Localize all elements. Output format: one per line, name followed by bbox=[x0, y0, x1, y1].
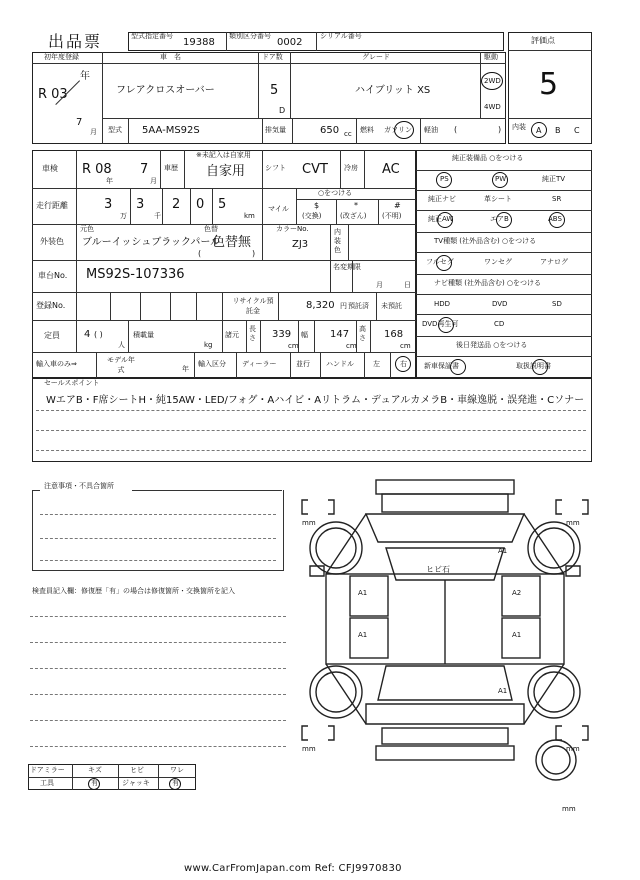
chassis-value: MS92S-107336 bbox=[86, 267, 185, 282]
dimensions-label: 諸元 bbox=[225, 331, 239, 339]
equip-tv: 純正TV bbox=[542, 175, 566, 183]
sales-point-label: セールスポイント bbox=[44, 379, 100, 387]
drive-2wd-circle bbox=[481, 72, 503, 90]
equip-aw-circle bbox=[437, 212, 453, 228]
legend-tools: 工具 bbox=[40, 779, 54, 787]
drive-label: 駆動 bbox=[484, 53, 498, 61]
inspection-label: 車検 bbox=[42, 164, 58, 173]
capacity-unit: 人 bbox=[118, 341, 125, 349]
equip-abs-circle bbox=[549, 212, 565, 228]
dealer-label: ディーラー bbox=[242, 360, 277, 368]
tire-mm-rear-right: mm bbox=[566, 745, 580, 753]
fuel-label: 燃料 bbox=[360, 126, 374, 134]
tire-mm-front-right: mm bbox=[566, 519, 580, 527]
model-year-label: モデル年式 bbox=[107, 356, 135, 374]
usage-value: 自家用 bbox=[206, 164, 246, 179]
later-manual: 取扱説明書 bbox=[516, 362, 551, 370]
navi-title: ナビ種類 (社外品含む) ○をつける bbox=[434, 279, 542, 287]
windshield-mark: ヒビ石 bbox=[426, 565, 450, 574]
usage-note: ※未記入は自家用 bbox=[196, 151, 251, 159]
handle-left: 左 bbox=[373, 360, 380, 368]
model-designation-label: 型式指定番号 bbox=[131, 32, 173, 40]
legend-jack-value: 有 bbox=[172, 779, 179, 787]
navi-cd: CD bbox=[494, 320, 505, 328]
fuel-light-oil: 軽油 bbox=[424, 126, 438, 134]
shift-value: CVT bbox=[302, 162, 328, 177]
interior-a-circle bbox=[531, 122, 547, 138]
sales-point-text: WエアB・F席シートH・純15AW・LED/フォグ・Aハイビ・Aリトラム・デュアルカメラB・車線逸脱・誤発進・Cソナー bbox=[46, 395, 585, 406]
equip-airbag-circle bbox=[496, 212, 512, 228]
handle-right: 右 bbox=[400, 360, 407, 368]
mileage-man: 3 bbox=[104, 197, 113, 212]
equipment-title: 純正装備品 ○をつける bbox=[452, 154, 524, 162]
damage-mark-rear-right: A1 bbox=[498, 687, 508, 695]
color-no-label: カラーNo. bbox=[276, 225, 309, 233]
tire-mm-rear-left: mm bbox=[302, 745, 316, 753]
type-value: 5AA-MS92S bbox=[142, 125, 200, 136]
drive-4wd: 4WD bbox=[484, 103, 501, 111]
height-unit: cm bbox=[400, 342, 411, 350]
mileage-unit: km bbox=[244, 212, 255, 220]
legend-jack-circle bbox=[169, 778, 181, 790]
handle-label: ハンドル bbox=[326, 360, 354, 368]
color-no-value: ZJ3 bbox=[292, 239, 309, 250]
navi-sd: SD bbox=[552, 300, 562, 308]
tv-oneseg: ワンセグ bbox=[484, 258, 512, 266]
width-unit: cm bbox=[346, 342, 357, 350]
height-label: 高さ bbox=[359, 325, 366, 342]
interior-color-label: 内装色 bbox=[334, 228, 341, 254]
ac-label: 冷房 bbox=[344, 164, 358, 172]
drive-2wd: 2WD bbox=[484, 77, 501, 85]
chassis-label: 車台No. bbox=[38, 271, 68, 280]
equip-aw: 純正AW bbox=[428, 215, 454, 223]
repaint-paren-close: ) bbox=[252, 249, 256, 258]
navi-dvd-play: DVD再生可 bbox=[422, 320, 459, 328]
mileage-digit-3: 5 bbox=[218, 197, 227, 212]
doors-label: ドア数 bbox=[262, 53, 283, 61]
fuel-gasoline-circle bbox=[394, 121, 414, 139]
damage-mark-left-rear-door: A1 bbox=[358, 631, 368, 639]
fuel-other-close: ) bbox=[498, 125, 502, 134]
model-designation-value: 19388 bbox=[183, 37, 215, 48]
class-number-value: 0002 bbox=[277, 37, 303, 48]
tamper-label: (改ざん) bbox=[340, 212, 367, 220]
class-number-label: 類別区分番号 bbox=[229, 32, 271, 40]
length-value: 339 bbox=[272, 329, 292, 340]
recycle-deposited: 預託済 bbox=[348, 302, 369, 310]
recycle-value: 8,320 bbox=[306, 300, 335, 311]
mileage-man-unit: 万 bbox=[120, 212, 127, 220]
rating-value: 5 bbox=[539, 67, 559, 102]
damage-mark-right-rear-door: A1 bbox=[512, 631, 522, 639]
first-reg-year-unit: 年 bbox=[80, 71, 90, 82]
inspector-label: 検査員記入欄：修復歴「有」の場合は修復箇所・交換箇所を記入 bbox=[32, 587, 235, 595]
first-reg-month: 7 bbox=[76, 117, 83, 128]
mileage-label: 走行距離 bbox=[36, 201, 68, 210]
capacity-paren: ( ) bbox=[94, 330, 103, 339]
name-change-label: 名変期限 bbox=[333, 263, 361, 271]
exchange-label: (交換) bbox=[302, 212, 322, 220]
first-reg-label: 初年度登録 bbox=[44, 53, 79, 61]
height-value: 168 bbox=[384, 329, 404, 340]
equip-pw: PW bbox=[495, 175, 507, 183]
doors-value: 5 bbox=[270, 83, 279, 98]
load-label: 積載量 bbox=[133, 331, 154, 339]
equip-ps-circle bbox=[436, 172, 452, 188]
legend-jack: ジャッキ bbox=[122, 779, 150, 787]
later-warranty: 新車保証書 bbox=[424, 362, 459, 370]
tire-mm-front-left: mm bbox=[302, 519, 316, 527]
name-change-month: 月 bbox=[376, 281, 383, 289]
color-value: ブルーイッシュブラックパール bbox=[82, 237, 221, 248]
damage-mark-right-front-door: A2 bbox=[512, 589, 522, 597]
parallel-label: 並行 bbox=[296, 360, 310, 368]
original-color-label: 元色 bbox=[80, 225, 94, 233]
type-label: 型式 bbox=[108, 126, 122, 134]
mileage-sen-unit: 千 bbox=[154, 212, 161, 220]
fuel-gasoline: ガソリン bbox=[384, 126, 412, 134]
legend-door-mirror: ドアミラー bbox=[30, 766, 65, 774]
repaint-paren-open: ( bbox=[198, 249, 202, 258]
model-year-unit: 年 bbox=[182, 365, 189, 373]
later-title: 後日発送品 ○をつける bbox=[456, 341, 528, 349]
damage-mark-front-right: A1 bbox=[498, 547, 508, 555]
displacement-value: 650 bbox=[320, 125, 340, 136]
door-type: D bbox=[279, 106, 286, 115]
inspection-month-unit: 月 bbox=[150, 177, 157, 185]
damage-mark-left-front-door: A1 bbox=[358, 589, 368, 597]
tamper-symbol: * bbox=[354, 201, 358, 210]
interior-c: C bbox=[574, 126, 580, 135]
tire-mm-spare: mm bbox=[562, 805, 576, 813]
legend-break: ワレ bbox=[170, 766, 184, 774]
interior-a: A bbox=[536, 126, 542, 135]
load-unit: kg bbox=[204, 341, 213, 349]
reg-no-label: 登録No. bbox=[36, 301, 66, 310]
footer-watermark: www.CarFromJapan.com Ref: CFJ9970830 bbox=[184, 863, 402, 874]
inspection-value: R 08 bbox=[82, 162, 112, 177]
serial-number-label: シリアル番号 bbox=[320, 32, 362, 40]
recycle-not: 未預託 bbox=[381, 302, 402, 310]
shift-label: シフト bbox=[265, 164, 286, 172]
navi-dvd-play-circle bbox=[438, 317, 454, 333]
rating-label: 評価点 bbox=[531, 36, 555, 45]
grade-label: グレード bbox=[362, 53, 390, 61]
recycle-unit: 円 bbox=[340, 302, 347, 310]
odometer-circle-note: ○をつける bbox=[318, 189, 353, 197]
usage-label: 車歴 bbox=[164, 164, 178, 172]
tv-fullseg: フルセグ bbox=[426, 258, 454, 266]
sheet-title: 出品票 bbox=[48, 32, 103, 51]
width-label: 幅 bbox=[301, 331, 308, 339]
mileage-digit-1: 2 bbox=[172, 197, 181, 212]
equip-airbag: エアB bbox=[490, 215, 509, 223]
width-value: 147 bbox=[330, 329, 350, 340]
defects-box bbox=[32, 490, 284, 571]
color-label: 外装色 bbox=[40, 237, 64, 246]
tv-analog: アナログ bbox=[540, 258, 568, 266]
import-label: 輸入車のみ⇒ bbox=[36, 360, 77, 368]
equip-abs: ABS bbox=[548, 215, 562, 223]
recycle-label: リサイクル預託金 bbox=[232, 297, 274, 315]
capacity-value: 4 bbox=[84, 329, 91, 340]
later-manual-circle bbox=[532, 359, 548, 375]
unknown-label: (不明) bbox=[382, 212, 402, 220]
mileage-sen: 3 bbox=[136, 197, 145, 212]
legend-crack: ヒビ bbox=[130, 766, 144, 774]
tv-fullseg-circle bbox=[436, 255, 452, 271]
repaint-label: 色替 bbox=[204, 225, 218, 233]
car-damage-diagram bbox=[290, 470, 600, 820]
import-type-label: 輸入区分 bbox=[198, 360, 226, 368]
navi-dvd: DVD bbox=[492, 300, 508, 308]
equip-ps: PS bbox=[440, 175, 449, 183]
length-label: 長さ bbox=[249, 325, 256, 342]
fuel-other-open: ( bbox=[454, 125, 458, 134]
name-change-day: 日 bbox=[404, 281, 411, 289]
interior-b: B bbox=[555, 126, 561, 135]
mile-label: マイル bbox=[268, 205, 289, 213]
equip-sr: SR bbox=[552, 195, 562, 203]
navi-hdd: HDD bbox=[434, 300, 451, 308]
later-warranty-circle bbox=[450, 359, 466, 375]
grade-value: ハイブリット XS bbox=[355, 85, 431, 96]
inspection-month: 7 bbox=[140, 162, 149, 177]
ac-value: AC bbox=[382, 162, 400, 177]
equip-leather: 革シート bbox=[484, 195, 512, 203]
length-unit: cm bbox=[288, 342, 299, 350]
car-name-value: フレアクロスオーバー bbox=[116, 85, 215, 96]
equip-pw-circle bbox=[492, 172, 508, 188]
car-name-label: 車 名 bbox=[160, 53, 181, 61]
capacity-label: 定員 bbox=[44, 331, 60, 340]
unknown-symbol: # bbox=[394, 201, 401, 210]
legend-scratch: キズ bbox=[88, 766, 102, 774]
inspection-year-unit: 年 bbox=[106, 177, 113, 185]
displacement-label: 排気量 bbox=[265, 126, 286, 134]
first-reg-era: R 03 bbox=[38, 87, 68, 102]
equip-navi: 純正ナビ bbox=[428, 195, 456, 203]
defects-label: 注意事項・不具合箇所 bbox=[44, 482, 114, 490]
displacement-unit: cc bbox=[344, 130, 352, 138]
mileage-digit-2: 0 bbox=[196, 197, 205, 212]
interior-label: 内装 bbox=[512, 123, 526, 131]
first-reg-month-unit: 月 bbox=[90, 128, 97, 136]
legend-tools-value: 有 bbox=[91, 779, 98, 787]
repaint-value: 色替無 bbox=[212, 235, 252, 250]
tv-title: TV種類 (社外品含む) ○をつける bbox=[434, 237, 537, 245]
exchange-symbol: $ bbox=[314, 201, 320, 210]
legend-tools-circle bbox=[88, 778, 100, 790]
handle-right-circle bbox=[395, 356, 411, 372]
